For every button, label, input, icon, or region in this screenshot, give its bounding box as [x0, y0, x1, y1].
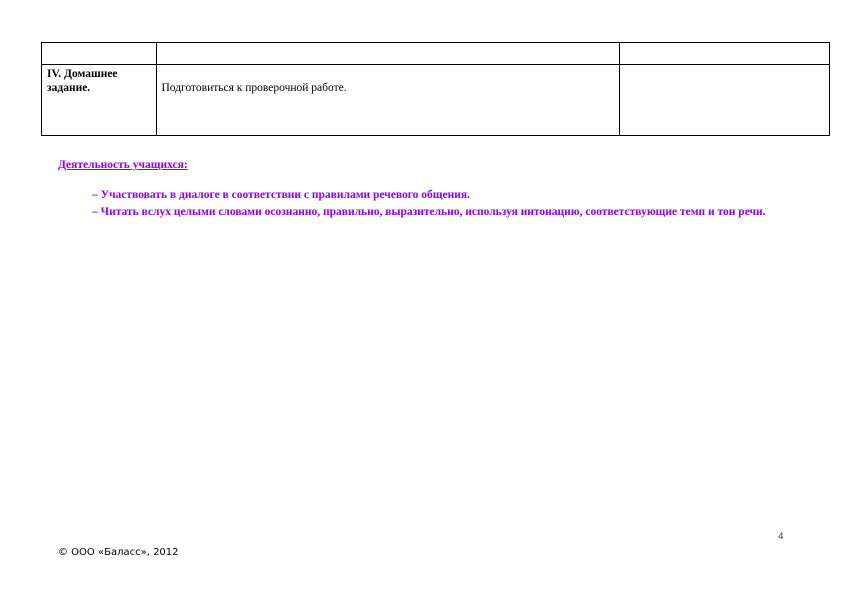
lesson-table — [41, 42, 830, 136]
footer-copyright: © ООО «Баласс», 2012 — [58, 547, 179, 558]
activities-section — [58, 158, 788, 222]
activity-item: – Участвовать в диалоге в соответствии с правилами речевого общения. — [92, 189, 470, 201]
table-row — [42, 65, 830, 136]
page-number: 4 — [778, 532, 784, 542]
table-cell — [42, 43, 157, 65]
table-cell — [157, 43, 620, 65]
table-row — [42, 43, 830, 65]
content-cell: Подготовиться к проверочной работе. — [157, 65, 620, 136]
table-cell — [620, 43, 830, 65]
notes-cell — [620, 65, 830, 136]
activities-heading: Деятельность учащихся: — [58, 159, 188, 171]
activity-item: – Читать вслух целыми словами осознанно, правильно, выразительно, используя интонацию, соответствующие темп и тон речи. — [92, 206, 766, 218]
stage-cell: IV. Домашнее задание. — [42, 65, 157, 136]
